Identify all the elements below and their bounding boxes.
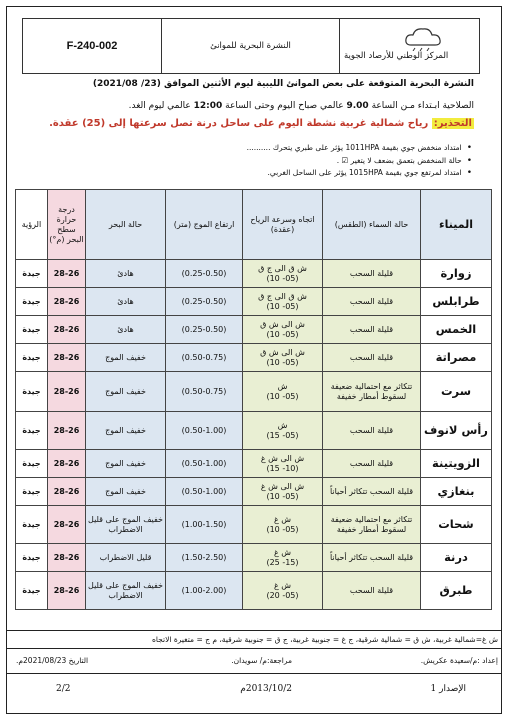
- wind-speed: (05- 10): [266, 301, 299, 311]
- wave-height: (1.00-1.50): [166, 506, 243, 544]
- sea-temperature: 28-26: [48, 506, 86, 544]
- visibility: جيدة: [16, 372, 48, 412]
- header-temp: درجة حرارة سطح البحر (م°): [48, 190, 86, 260]
- visibility: جيدة: [16, 544, 48, 572]
- reviewed-by: مراجعة:م/ سويدان.: [231, 656, 292, 665]
- page-number: 2/2: [56, 684, 71, 694]
- port-name: بنغازي: [421, 478, 492, 506]
- warning-text: رياح شمالية غربية نشطة اليوم على ساحل درنة تصل سرعتها إلى (25) عقدة.: [49, 118, 429, 129]
- wind-direction: ش الى ش ق: [260, 319, 305, 329]
- wind-direction: ش غ: [273, 514, 292, 524]
- wind-speed: (15- 25): [266, 557, 299, 567]
- sky-condition: قليلة السحب تتكاثر أحياناً: [323, 478, 421, 506]
- sky-condition: قليلة السحب: [323, 450, 421, 478]
- wave-height: (0.25-0.50): [166, 316, 243, 344]
- sea-temperature: 28-26: [48, 478, 86, 506]
- synoptic-item: • حالة المنخفض بتعمق بضعف لا يتغير ☑ .: [337, 156, 472, 166]
- port-name: سرت: [421, 372, 492, 412]
- header-wind: اتجاه وسرعة الرياح (عقدة): [243, 190, 323, 260]
- sea-state: قليل الاضطراب: [86, 544, 166, 572]
- port-name: زوارة: [421, 260, 492, 288]
- visibility: جيدة: [16, 260, 48, 288]
- sea-state: خفيف الموج: [86, 344, 166, 372]
- port-name: رأس لانوف: [421, 412, 492, 450]
- sea-state: خفيف الموج على قليل الاضطراب: [86, 572, 166, 610]
- wind-direction: ش الى ش غ: [260, 453, 305, 463]
- bulletin-title: النشرة البحرية المتوقعة على بعض الموانئ الليبية ليوم الأثنين الموافق (23/ 2021/08): [92, 79, 474, 89]
- org-name: المركز الوطني للأرصاد الجوية: [344, 51, 449, 61]
- sea-state: خفيف الموج على قليل الاضطراب: [86, 506, 166, 544]
- visibility: جيدة: [16, 344, 48, 372]
- table-row: [16, 450, 492, 478]
- sky-condition: تتكاثر مع احتمالية ضعيفة لسقوط أمطار خفيفة: [323, 506, 421, 544]
- header-sky: حالة السماء (الطقس): [323, 190, 421, 260]
- abbreviation-legend: ش غ=شمالية غربية، ش ق = شمالية شرقية، ج غ = جنوبية غربية، ج ق = جنوبية شرقية، م ج = متغيرة الاتجاه: [6, 630, 502, 649]
- header-wave: ارتفاع الموج (متر): [166, 190, 243, 260]
- wind-cell: [243, 544, 323, 572]
- sea-state: خفيف الموج: [86, 372, 166, 412]
- table-row: [16, 478, 492, 506]
- doc-code: F-240-002: [66, 40, 118, 52]
- wave-height: (0.50-1.00): [166, 412, 243, 450]
- sky-condition: تتكاثر مع احتمالية ضعيفة لسقوط أمطار خفيفة: [323, 372, 421, 412]
- table-row: [16, 372, 492, 412]
- wave-height: (0.50-1.00): [166, 478, 243, 506]
- wind-direction: ش الى ش غ: [260, 481, 305, 491]
- sea-temperature: 28-26: [48, 412, 86, 450]
- port-name: مصراتة: [421, 344, 492, 372]
- wind-speed: (05- 10): [266, 357, 299, 367]
- visibility: جيدة: [16, 288, 48, 316]
- doc-title: النشرة البحرية للموانئ: [161, 19, 339, 73]
- wind-speed: (05- 10): [266, 329, 299, 339]
- validity-end: 12:00: [193, 101, 223, 111]
- table-row: [16, 506, 492, 544]
- wave-height: (1.50-2.50): [166, 544, 243, 572]
- wave-height: (0.25-0.50): [166, 288, 243, 316]
- wind-cell: [243, 260, 323, 288]
- wind-speed: (05- 10): [266, 491, 299, 501]
- visibility: جيدة: [16, 478, 48, 506]
- wind-speed: (05- 10): [266, 391, 299, 401]
- wave-height: (1.00-2.00): [166, 572, 243, 610]
- wind-cell: [243, 316, 323, 344]
- validity-start: 9.00: [346, 101, 369, 111]
- sea-temperature: 28-26: [48, 572, 86, 610]
- sky-condition: قليلة السحب تتكاثر أحياناً: [323, 544, 421, 572]
- forecast-table: [15, 189, 492, 610]
- wave-height: (0.50-0.75): [166, 372, 243, 412]
- sea-temperature: 28-26: [48, 288, 86, 316]
- table-row: [16, 288, 492, 316]
- wave-height: (0.50-0.75): [166, 344, 243, 372]
- validity-line: [129, 101, 474, 111]
- table-row: [16, 260, 492, 288]
- prepared-by: إعداد :م/سعيدة عكريش.: [420, 656, 498, 665]
- sea-temperature: 28-26: [48, 372, 86, 412]
- validity-text: عالمي صباح اليوم وحتى الساعة: [225, 101, 344, 111]
- wave-height: (0.50-1.00): [166, 450, 243, 478]
- sky-condition: قليلة السحب: [323, 412, 421, 450]
- wind-cell: [243, 450, 323, 478]
- sky-condition: قليلة السحب: [323, 572, 421, 610]
- sky-condition: قليلة السحب: [323, 288, 421, 316]
- sea-state: خفيف الموج: [86, 450, 166, 478]
- wind-cell: [243, 288, 323, 316]
- sea-state: هادئ: [86, 260, 166, 288]
- prepared-date: التاريخ 2021/08/23م.: [16, 656, 89, 665]
- sea-temperature: 28-26: [48, 344, 86, 372]
- table-row: [16, 316, 492, 344]
- table-row: [16, 344, 492, 372]
- wind-speed: (05- 15): [266, 430, 299, 440]
- header-visibility: الرؤية: [16, 190, 48, 260]
- wind-speed: (10- 15): [266, 463, 299, 473]
- wind-cell: [243, 572, 323, 610]
- prepared-by-row: [6, 652, 502, 674]
- wave-height: (0.25-0.50): [166, 260, 243, 288]
- synoptic-item: • امتداد لمرتفع جوي بقيمة 1015HPA يؤثر على الساحل الغربي.: [268, 168, 472, 178]
- table-header-row: [16, 190, 492, 260]
- wind-cell: [243, 506, 323, 544]
- cloud-logo-icon: [403, 25, 445, 51]
- wind-cell: [243, 412, 323, 450]
- visibility: جيدة: [16, 450, 48, 478]
- sea-temperature: 28-26: [48, 544, 86, 572]
- sea-state: خفيف الموج: [86, 478, 166, 506]
- wind-speed: (05- 20): [266, 590, 299, 600]
- validity-text: الصلاحية ابـتداء مـن الساعة: [371, 101, 474, 111]
- port-name: شحات: [421, 506, 492, 544]
- wind-cell: [243, 372, 323, 412]
- wind-cell: [243, 478, 323, 506]
- wind-direction: ش الى ش ق: [260, 347, 305, 357]
- table-row: [16, 572, 492, 610]
- wind-cell: [243, 344, 323, 372]
- wind-direction: ش: [277, 381, 288, 391]
- document-header: [22, 18, 480, 74]
- sea-state: هادئ: [86, 316, 166, 344]
- wind-direction: ش ق الى ج ق: [258, 263, 307, 273]
- sea-state: خفيف الموج: [86, 412, 166, 450]
- issue-number: الإصدار 1: [430, 684, 466, 694]
- validity-text: عالمي ليوم الغد.: [128, 101, 191, 111]
- wind-direction: ش: [277, 420, 288, 430]
- sea-temperature: 28-26: [48, 316, 86, 344]
- sea-temperature: 28-26: [48, 450, 86, 478]
- synoptic-item: • امتداد منخفض جوي بقيمة 1011HPA يؤثر على طبري يتحرك ..........: [247, 143, 472, 153]
- port-name: طبرق: [421, 572, 492, 610]
- warning-line: [49, 118, 474, 129]
- port-name: الخمس: [421, 316, 492, 344]
- table-row: [16, 544, 492, 572]
- port-name: الزويتينة: [421, 450, 492, 478]
- warning-tag: التحذير:: [433, 118, 472, 129]
- table-row: [16, 412, 492, 450]
- sky-condition: قليلة السحب: [323, 260, 421, 288]
- sky-condition: قليلة السحب: [323, 316, 421, 344]
- visibility: جيدة: [16, 572, 48, 610]
- wind-direction: ش غ: [273, 547, 292, 557]
- wind-direction: ش غ: [273, 580, 292, 590]
- wind-speed: (05- 10): [266, 273, 299, 283]
- visibility: جيدة: [16, 316, 48, 344]
- wind-direction: ش ق الى ج ق: [258, 291, 307, 301]
- visibility: جيدة: [16, 506, 48, 544]
- visibility: جيدة: [16, 412, 48, 450]
- wind-speed: (05- 10): [266, 524, 299, 534]
- sky-condition: قليلة السحب: [323, 344, 421, 372]
- sea-state: هادئ: [86, 288, 166, 316]
- header-sea: حالة البحر: [86, 190, 166, 260]
- org-cell: [339, 19, 479, 73]
- header-port: الميناء: [421, 190, 492, 260]
- port-name: درنة: [421, 544, 492, 572]
- port-name: طرابلس: [421, 288, 492, 316]
- sea-temperature: 28-26: [48, 260, 86, 288]
- issue-date: 2013/10/2م: [240, 684, 292, 694]
